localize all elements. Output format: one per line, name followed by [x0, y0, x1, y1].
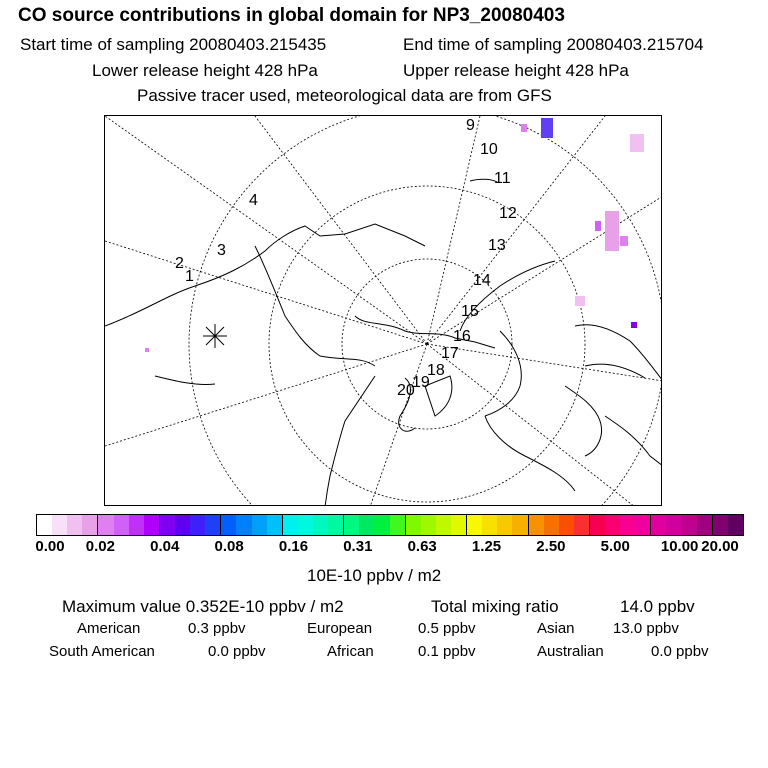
trajectory-label: 16 — [453, 328, 471, 345]
colorbar-swatch — [114, 515, 129, 535]
coastline-east — [605, 416, 662, 466]
coastline-asia-inner — [255, 246, 375, 366]
trajectory-label: 1 — [185, 268, 194, 285]
region-name-european: European — [307, 620, 373, 637]
polar-map — [105, 116, 662, 506]
colorbar-swatch — [544, 515, 559, 535]
latitude-circle-60 — [189, 116, 662, 506]
colorbar-swatch — [529, 515, 544, 535]
colorbar-swatch — [175, 515, 190, 535]
colorbar-swatch — [697, 515, 713, 535]
concentration-patch — [630, 134, 644, 152]
total-mixing-ratio-value: 14.0 ppbv — [620, 597, 695, 616]
trajectory-label: 2 — [175, 255, 184, 272]
plot-title: CO source contributions in global domain for NP3_20080403 — [18, 5, 565, 26]
trajectory-label: 12 — [499, 205, 517, 222]
colorbar-swatch — [190, 515, 205, 535]
region-value-australian: 0.0 ppbv — [651, 643, 709, 660]
concentration-patch — [595, 221, 601, 231]
trajectory-label: 3 — [217, 242, 226, 259]
colorbar-swatch — [267, 515, 283, 535]
colorbar-swatch — [605, 515, 620, 535]
coastline-asia-north — [105, 224, 425, 326]
colorbar-tick-label: 20.00 — [701, 538, 739, 555]
colorbar-swatch — [160, 515, 175, 535]
colorbar-swatch — [374, 515, 389, 535]
colorbar-swatch — [728, 515, 743, 535]
region-name-south-american: South American — [49, 643, 155, 660]
trajectory-label: 17 — [441, 345, 459, 362]
meridian-line — [105, 116, 427, 344]
region-name-asian: Asian — [537, 620, 575, 637]
colorbar-swatch — [359, 515, 374, 535]
coastline-europe — [325, 376, 375, 506]
trajectory-label: 14 — [473, 272, 491, 289]
coastline-pacific — [575, 325, 662, 381]
colorbar-tick-label: 0.02 — [85, 538, 115, 555]
end-time: End time of sampling 20080403.215704 — [403, 35, 704, 54]
colorbar-tick-label: 0.08 — [214, 538, 244, 555]
colorbar-swatch — [298, 515, 313, 535]
coastline-island — [585, 364, 645, 378]
trajectory-label: 10 — [480, 141, 498, 158]
graticule — [105, 116, 662, 506]
colorbar-unit: 10E-10 ppbv / m2 — [307, 566, 442, 585]
region-value-south-american: 0.0 ppbv — [208, 643, 266, 660]
colorbar-swatch — [205, 515, 221, 535]
colorbar-tick-label: 0.16 — [278, 538, 309, 555]
colorbar-swatch — [252, 515, 267, 535]
lower-release-height: Lower release height 428 hPa — [92, 61, 318, 80]
colorbar-swatch — [467, 515, 482, 535]
tracer-note: Passive tracer used, meteorological data are from GFS — [137, 86, 552, 105]
coastline-west — [155, 376, 215, 384]
colorbar-swatch — [436, 515, 451, 535]
map-panel — [104, 115, 662, 506]
colorbar-swatch — [590, 515, 605, 535]
colorbar-swatch — [144, 515, 160, 535]
colorbar-swatch — [344, 515, 359, 535]
colorbar-swatch — [682, 515, 697, 535]
colorbar-swatch — [406, 515, 421, 535]
region-value-african: 0.1 ppbv — [418, 643, 476, 660]
colorbar-swatch — [574, 515, 590, 535]
trajectory-label: 20 — [397, 382, 415, 399]
trajectory-labels — [175, 117, 517, 399]
colorbar-swatch — [497, 515, 512, 535]
concentration-patch — [541, 118, 553, 138]
colorbar-swatch — [666, 515, 681, 535]
colorbar-tick-label: 5.00 — [600, 538, 630, 555]
colorbar-swatch — [635, 515, 651, 535]
colorbar-tick-label: 0.04 — [150, 538, 180, 555]
colorbar-tick-label: 0.00 — [35, 538, 65, 555]
coastlines — [105, 179, 662, 506]
trajectory-label: 19 — [412, 374, 430, 391]
region-name-australian: Australian — [537, 643, 604, 660]
region-name-african: African — [327, 643, 374, 660]
colorbar-swatch — [236, 515, 251, 535]
colorbar-swatch — [451, 515, 467, 535]
start-time: Start time of sampling 20080403.215435 — [20, 35, 327, 54]
colorbar-swatch — [129, 515, 144, 535]
region-value-asian: 13.0 ppbv — [613, 620, 679, 637]
region-value-european: 0.5 ppbv — [418, 620, 476, 637]
trajectory-label: 11 — [494, 170, 511, 187]
concentration-patch — [631, 322, 637, 328]
concentration-patch — [575, 296, 585, 306]
colorbar-swatch — [37, 515, 52, 535]
colorbar-swatch — [221, 515, 236, 535]
trajectory-label: 15 — [461, 303, 479, 320]
meridian-line — [427, 196, 662, 344]
meridian-line — [427, 344, 662, 381]
trajectory-label: 9 — [466, 117, 475, 134]
colorbar-swatch — [313, 515, 328, 535]
colorbar-swatch — [713, 515, 728, 535]
colorbar-tick-label: 10.00 — [660, 538, 699, 555]
colorbar-tick-label: 2.50 — [536, 538, 566, 555]
concentration-patch — [605, 211, 619, 251]
region-value-american: 0.3 ppbv — [188, 620, 246, 637]
colorbar-swatch — [82, 515, 98, 535]
colorbar-swatch — [651, 515, 666, 535]
colorbar-swatch — [390, 515, 406, 535]
upper-release-height: Upper release height 428 hPa — [403, 61, 629, 80]
colorbar-swatch — [52, 515, 67, 535]
meridian-line — [105, 344, 427, 446]
colorbar-swatch — [283, 515, 298, 535]
concentration-patch — [521, 124, 527, 132]
maximum-value: Maximum value 0.352E-10 ppbv / m2 — [62, 597, 344, 616]
total-mixing-ratio-label: Total mixing ratio — [431, 597, 559, 616]
trajectory-label: 4 — [249, 192, 258, 209]
colorbar-swatch — [482, 515, 497, 535]
meridian-line — [427, 344, 635, 506]
colorbar-tick-label: 0.31 — [343, 538, 373, 555]
coastline-north-america — [565, 386, 602, 456]
colorbar-tick-label: 0.63 — [407, 538, 437, 555]
colorbar — [36, 514, 744, 536]
colorbar-swatch — [328, 515, 344, 535]
coastline-small — [470, 179, 497, 182]
concentration-patch — [620, 236, 628, 246]
trajectory-label: 13 — [488, 237, 506, 254]
trajectory-label: 18 — [427, 362, 445, 379]
coastline-arctic — [355, 316, 495, 348]
region-name-american: American — [77, 620, 141, 637]
release-marker — [203, 324, 227, 348]
colorbar-tick-label: 1.25 — [471, 538, 502, 555]
coastline-america — [485, 416, 575, 491]
colorbar-swatch — [620, 515, 635, 535]
meridian-line — [255, 116, 427, 344]
concentration-patch — [145, 348, 149, 352]
colorbar-swatch — [512, 515, 528, 535]
colorbar-swatch — [559, 515, 574, 535]
meridian-line — [105, 241, 427, 344]
colorbar-swatch — [67, 515, 82, 535]
colorbar-swatch — [98, 515, 113, 535]
colorbar-swatch — [421, 515, 436, 535]
